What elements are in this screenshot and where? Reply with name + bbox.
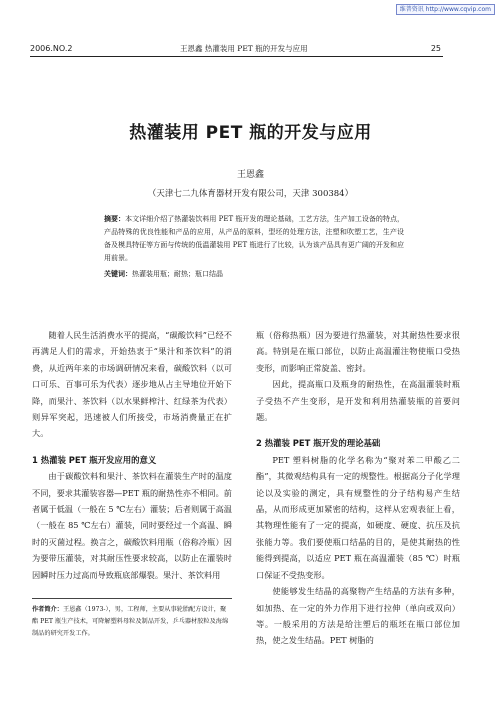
paragraph: 随着人民生活消费水平的提高，“碳酸饮料”已经不再满足人们的需求，开始热衷于“果汁和茶饮料”的消费，从近两年来的市场调研情况来看，碳酸饮料（以可口可乐、百事可乐为代表）逐步地从占主导地位开始下降，而果汁、茶饮料（以水果鲜榨汁、红绿茶为代表）则异军突起，迅速被人们所接受，市场消费量正在扩大。 [32, 330, 232, 439]
keywords [104, 268, 404, 281]
article-title: 热灌装用 PET 瓶的开发与应用 [129, 123, 372, 143]
abstract-text: 本文详细介绍了热灌装饮料用 PET 瓶开发的理论基础，工艺方法，生产加工设备的特点，产品特殊的优良性能和产品的应用，从产品的原料，型坯的处理方法，注塑和吹塑工艺，生产设备及模具特征等方面与传统的低温灌装用 PET 瓶进行了比较，认为该产品具有更广阔的开发和应用前景。 [104, 215, 404, 262]
footnote-divider [32, 598, 232, 599]
keywords-label: 关键词： [104, 270, 132, 278]
body-column-right [256, 327, 460, 649]
abstract [104, 213, 404, 265]
abstract-label: 摘要： [104, 215, 126, 223]
author-affiliation: （天津七二九体育器材开发有限公司，天津 300384） [147, 189, 354, 199]
issue-number: 2006.NO.2 [30, 44, 73, 53]
article-author: 王恩鑫 [236, 170, 264, 180]
paragraph: 因此，提高瓶口及瓶身的耐热性，在高温灌装时瓶子受热不产生变形，是开发和利用热灌装瓶的首要问题。 [256, 379, 460, 423]
page-number: 25 [430, 44, 441, 53]
section-heading: 1 热灌装 PET 瓶开发应用的意义 [32, 454, 157, 465]
footnote-text: 王恩鑫（1973-），男，工程师，主要从事轮胎配方设计，聚酯 PET 瓶生产技术，可降解塑料母粒及制品开发，乒乓器材胶粒及海绵制品的研究开发工作。 [32, 606, 229, 637]
keywords-text: 热灌装用瓶；耐热；瓶口结晶 [132, 270, 223, 278]
section-heading: 2 热灌装 PET 瓶开发的理论基础 [256, 438, 381, 449]
paragraph: 由于碳酸饮料和果汁、茶饮料在灌装生产时的温度不同，要求其灌装容器—PET 瓶的耐热性亦不相同。前者属于低温（一般在 5 ℃左右）灌装；后者则属于高温（一般在 85 ℃左右）灌装，同时要经过一个高温、瞬时的灭菌过程。换言之，碳酸饮料用瓶（俗称冷瓶）因为要带压灌装，对其耐压性要求较高，以防止在灌装时因瞬时压力过高而导致瓶底部爆裂。果汁、茶饮料用 [32, 471, 232, 580]
author-footnote [32, 604, 232, 640]
running-header [30, 42, 443, 57]
paragraph: PET 塑料树脂的化学名称为“聚对苯二甲酸乙二酯”，其微观结构具有一定的规整性。根据高分子化学理论以及实验的测定，具有规整性的分子结构易产生结晶，从而形成更加紧密的结构，这样从宏观表征上看，其物理性能有了一定的提高，如硬度、硬度、抗压及抗张能力等。我们要使瓶口结晶的目的，是使其耐热的性能得到提高，以适应 PET 瓶在高温灌装（85 ℃）时瓶口保证不受热变形。 [256, 454, 460, 580]
paragraph: 使能够发生结晶的高聚物产生结晶的方法有多种，如加热、在一定的外力作用下进行拉伸（单向或双向）等。一般采用的方法是给注塑后的瓶坯在瓶口部位加热，使之发生结晶。PET 树脂的 [256, 586, 460, 646]
running-title: 王恩鑫 热灌装用 PET 瓶的开发与应用 [180, 44, 308, 53]
footnote-label: 作者简介： [32, 606, 63, 613]
body-column-left [32, 327, 232, 583]
watermark-link[interactable]: 维普资讯 http://www.cqvip.com [396, 4, 495, 15]
paragraph: 瓶（俗称热瓶）因为要进行热灌装，对其耐热性要求很高。特别是在瓶口部位，以防止高温灌注物使瓶口受热变形，而影响正常旋盖、密封。 [256, 330, 460, 373]
